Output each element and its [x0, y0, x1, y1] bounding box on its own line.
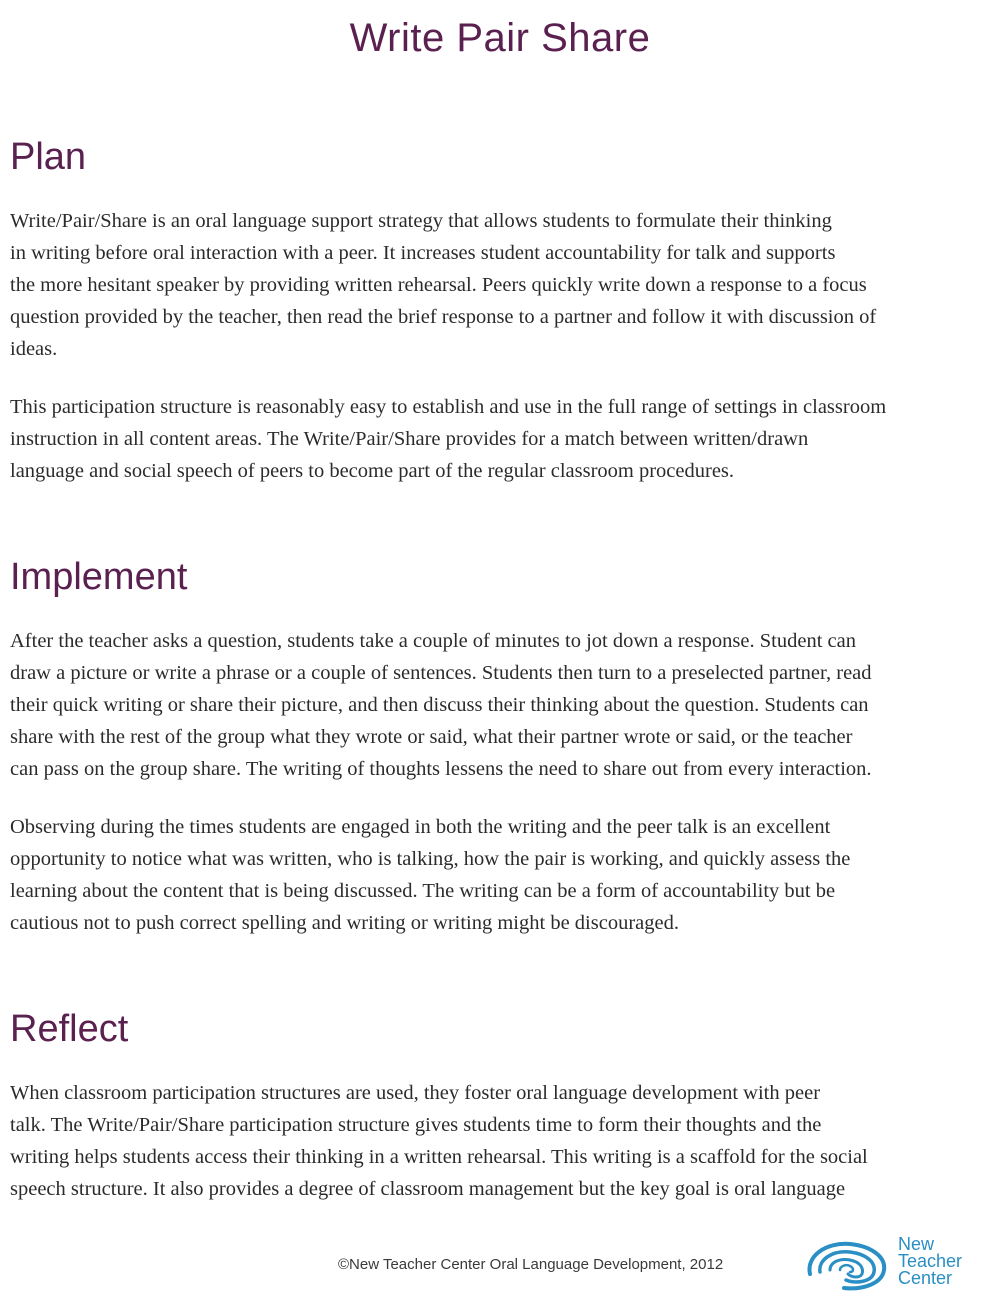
text-line: writing helps students access their thinking in a written rehearsal. This writing is a scaffold for the social	[10, 1146, 868, 1168]
section-heading-implement: Implement	[10, 556, 188, 598]
reflect-paragraph-1	[10, 1077, 972, 1205]
logo-line: Teacher	[898, 1251, 963, 1271]
text-line: can pass on the group share. The writing of thoughts lessens the need to share out from every interaction.	[10, 758, 872, 780]
text-line: cautious not to push correct spelling and writing or writing might be discouraged.	[10, 912, 679, 934]
plan-paragraph-2	[10, 391, 972, 487]
section-heading-plan: Plan	[10, 136, 87, 178]
plan-paragraph-1	[10, 205, 972, 365]
logo-line: New	[898, 1234, 935, 1254]
text-line: After the teacher asks a question, students take a couple of minutes to jot down a response. Student can	[10, 630, 856, 652]
text-line: their quick writing or share their picture, and then discuss their thinking about the question. Students can	[10, 694, 869, 716]
text-line: speech structure. It also provides a degree of classroom management but the key goal is oral language	[10, 1178, 846, 1200]
text-line: language and social speech of peers to become part of the regular classroom procedures.	[10, 460, 735, 482]
logo-line: Center	[898, 1268, 953, 1288]
implement-paragraph-2	[10, 811, 972, 939]
text-line: This participation structure is reasonably easy to establish and use in the full range of settings in classroom	[10, 396, 887, 418]
new-teacher-center-logo	[800, 1234, 990, 1292]
text-line: Write/Pair/Share is an oral language support strategy that allows students to formulate their thinking	[10, 210, 832, 232]
footer-copyright: ©New Teacher Center Oral Language Development, 2012	[338, 1256, 724, 1273]
text-line: talk. The Write/Pair/Share participation structure gives students time to form their thoughts and the	[10, 1114, 822, 1136]
text-line: in writing before oral interaction with a peer. It increases student accountability for talk and supports	[10, 242, 836, 264]
text-line: draw a picture or write a phrase or a couple of sentences. Students then turn to a preselected partner, read	[10, 662, 872, 684]
text-line: instruction in all content areas. The Write/Pair/Share provides for a match between written/drawn	[10, 428, 809, 450]
text-line: opportunity to notice what was written, who is talking, how the pair is working, and quickly assess the	[10, 848, 851, 870]
text-line: ideas.	[10, 338, 58, 360]
page-title: Write Pair Share	[349, 16, 651, 60]
implement-paragraph-1	[10, 625, 972, 785]
text-line: share with the rest of the group what they wrote or said, what their partner wrote or said, or the teacher	[10, 726, 853, 748]
text-line: learning about the content that is being discussed. The writing can be a form of accountability but be	[10, 880, 836, 902]
swirl-logo-icon	[800, 1234, 892, 1292]
text-line: the more hesitant speaker by providing written rehearsal. Peers quickly write down a response to a focus	[10, 274, 867, 296]
text-line: question provided by the teacher, then read the brief response to a partner and follow it with discussion of	[10, 306, 877, 328]
section-heading-reflect: Reflect	[10, 1008, 129, 1050]
logo-wordmark	[898, 1236, 962, 1287]
text-line: When classroom participation structures are used, they foster oral language development with peer	[10, 1082, 821, 1104]
text-line: Observing during the times students are engaged in both the writing and the peer talk is an excellent	[10, 816, 831, 838]
